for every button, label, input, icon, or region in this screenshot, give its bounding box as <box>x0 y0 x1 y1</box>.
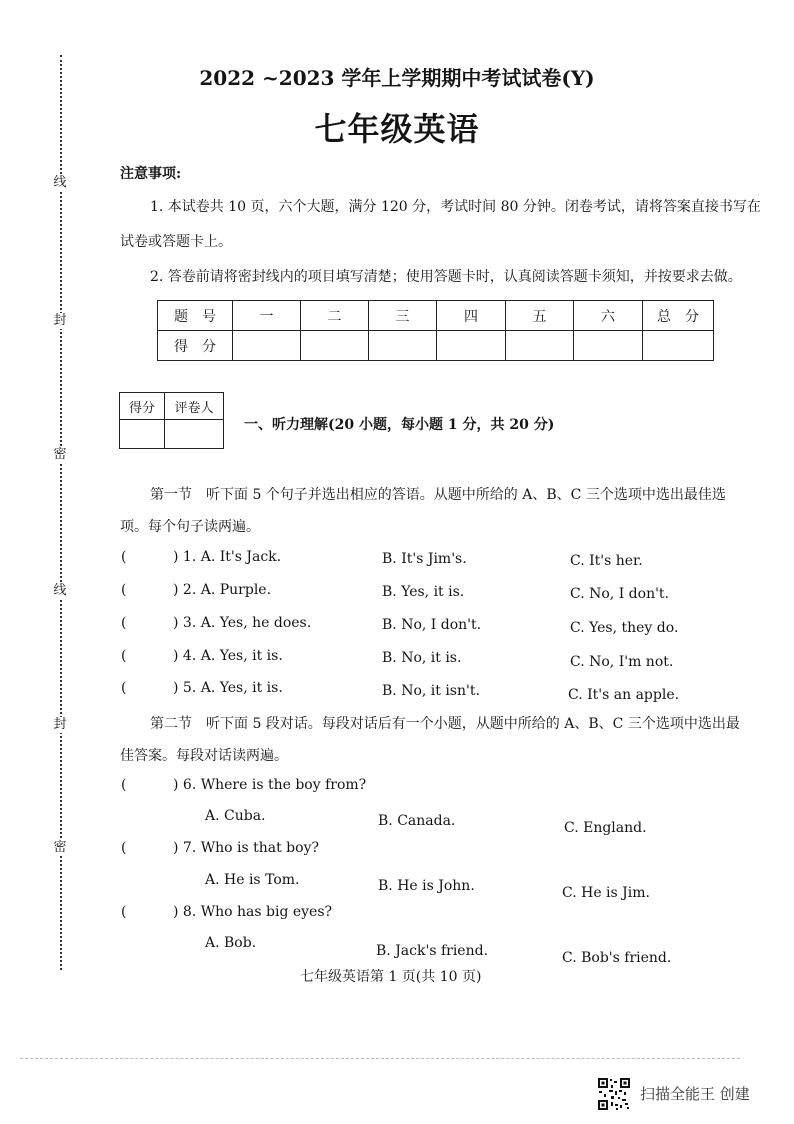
notes-heading: 注意事项: <box>120 166 182 182</box>
qr-code-icon <box>597 1077 631 1111</box>
option-b: B. He is John. <box>378 878 475 894</box>
score-table <box>157 300 714 361</box>
score-input-1[interactable] <box>233 331 301 361</box>
score-input-3[interactable] <box>369 331 437 361</box>
scan-divider <box>20 1058 740 1059</box>
question-stem: ) 2. A. Purple. <box>173 582 272 598</box>
option-a: A. Bob. <box>205 935 257 951</box>
question-stem: ) 1. A. It's Jack. <box>173 549 282 565</box>
score-table-cell: 六 <box>574 301 643 331</box>
option-b: B. It's Jim's. <box>382 551 467 567</box>
page-number: 七年级英语第 1 页(共 10 页) <box>300 969 482 985</box>
option-c: C. He is Jim. <box>562 885 650 901</box>
part-1-instruction-line-2: 项。每个句子读两遍。 <box>120 519 260 535</box>
score-input-2[interactable] <box>301 331 369 361</box>
score-table-cell: 三 <box>369 301 437 331</box>
option-b: B. No, I don't. <box>382 617 482 633</box>
option-b: B. Canada. <box>378 813 456 829</box>
subject-title: 七年级英语 <box>314 110 480 148</box>
answer-blank[interactable]: ( <box>121 904 127 920</box>
answer-blank[interactable]: ( <box>121 680 127 696</box>
seal-char-5: 封 <box>53 717 67 732</box>
question-stem: ) 4. A. Yes, it is. <box>173 648 283 664</box>
seal-char-3: 密 <box>53 447 67 462</box>
score-input-6[interactable] <box>574 331 643 361</box>
section-1-title: 一、听力理解(20 小题，每小题 1 分，共 20 分) <box>244 417 555 433</box>
score-input-total[interactable] <box>643 331 714 361</box>
answer-blank[interactable]: ( <box>121 582 127 598</box>
seal-char-4: 线 <box>53 583 67 598</box>
answer-blank[interactable]: ( <box>121 549 127 565</box>
option-b: B. Yes, it is. <box>382 584 465 600</box>
question-stem: ) 6. Where is the boy from? <box>173 777 367 793</box>
question-stem: ) 8. Who has big eyes? <box>173 904 333 920</box>
score-table-cell: 总 分 <box>643 301 714 331</box>
seal-line <box>60 55 62 970</box>
score-table-score-row <box>158 331 714 361</box>
part-2-instruction-line-2: 佳答案。每段对话读两遍。 <box>120 748 288 764</box>
option-c: C. It's her. <box>570 553 643 569</box>
scanner-watermark: 扫描全能王 创建 <box>640 1085 750 1103</box>
score-table-cell: 五 <box>506 301 574 331</box>
option-b: B. Jack's friend. <box>376 943 489 959</box>
question-stem: ) 7. Who is that boy? <box>173 840 319 856</box>
option-c: C. No, I'm not. <box>570 654 674 670</box>
option-c: C. Yes, they do. <box>570 620 679 636</box>
part-1-instruction-line-1: 第一节 听下面 5 个句子并选出相应的答语。从题中所给的 A、B、C 三个选项中选出最佳选 <box>150 487 726 503</box>
note-2: 2. 答卷前请将密封线内的项目填写清楚；使用答题卡时，认真阅读答题卡须知，并按要求去做。 <box>150 269 742 285</box>
score-table-cell: 题 号 <box>158 301 233 331</box>
option-c: C. No, I don't. <box>570 586 670 602</box>
grader-score-label: 得分 <box>120 393 165 420</box>
score-label: 得 分 <box>158 331 233 361</box>
score-input-4[interactable] <box>437 331 506 361</box>
grader-name-label: 评卷人 <box>165 393 224 420</box>
note-1-line-1: 1. 本试卷共 10 页，六个大题，满分 120 分，考试时间 80 分钟。闭卷考试，请将答案直接书写在 <box>150 199 761 215</box>
grader-name-input[interactable] <box>165 420 224 449</box>
score-table-cell: 四 <box>437 301 506 331</box>
grader-score-input[interactable] <box>120 420 165 449</box>
note-1-line-2: 试卷或答题卡上。 <box>120 234 232 250</box>
option-c: C. It's an apple. <box>568 687 680 703</box>
option-c: C. England. <box>564 820 647 836</box>
option-a: A. Cuba. <box>205 808 266 824</box>
option-b: B. No, it isn't. <box>382 683 480 699</box>
answer-blank[interactable]: ( <box>121 615 127 631</box>
score-table-cell: 二 <box>301 301 369 331</box>
answer-blank[interactable]: ( <box>121 840 127 856</box>
question-stem: ) 3. A. Yes, he does. <box>173 615 312 631</box>
score-table-header-row <box>158 301 714 331</box>
option-c: C. Bob's friend. <box>562 950 672 966</box>
question-stem: ) 5. A. Yes, it is. <box>173 680 283 696</box>
score-table-cell: 一 <box>233 301 301 331</box>
seal-char-2: 封 <box>53 313 67 328</box>
part-2-instruction-line-1: 第二节 听下面 5 段对话。每段对话后有一个小题，从题中所给的 A、B、C 三个选项中选出最 <box>150 716 740 732</box>
exam-title: 2022 ~2023 学年上学期期中考试试卷(Y) <box>199 66 595 90</box>
answer-blank[interactable]: ( <box>121 777 127 793</box>
seal-char-6: 密 <box>53 840 67 855</box>
answer-blank[interactable]: ( <box>121 648 127 664</box>
option-b: B. No, it is. <box>382 650 462 666</box>
score-input-5[interactable] <box>506 331 574 361</box>
option-a: A. He is Tom. <box>205 872 300 888</box>
grader-box <box>119 392 224 449</box>
seal-char-1: 线 <box>53 175 67 190</box>
